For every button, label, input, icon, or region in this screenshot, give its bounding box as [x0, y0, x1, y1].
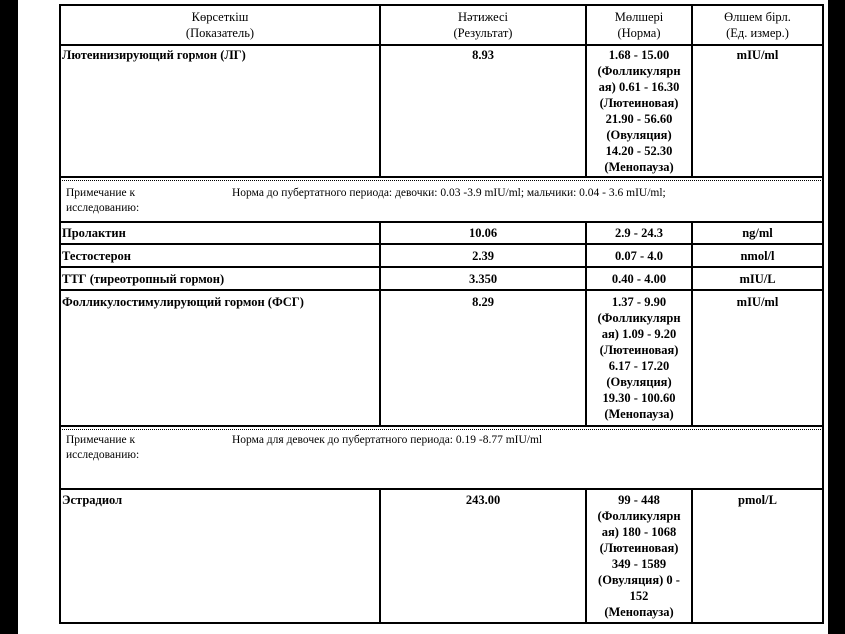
header-unit: Өлшем бірл. (Ед. измер.)	[724, 10, 791, 40]
row-unit-fsh: mIU/ml	[736, 295, 779, 309]
row-unit-testosterone: nmol/l	[740, 249, 775, 263]
row-border	[59, 243, 823, 245]
row-indicator-testosterone: Тестостерон	[62, 249, 131, 263]
header-bottom-border	[59, 44, 823, 46]
row-result-prolactin: 10.06	[468, 226, 498, 240]
lab-report-sheet	[18, 0, 828, 634]
note-border	[59, 429, 823, 430]
row-norm-estradiol: 99 - 448 (Фолликулярн ая) 180 - 1068 (Лютеиновая) 349 - 1589 (Овуляция) 0 - 152 (Менопауза)	[597, 493, 681, 619]
row-border	[59, 425, 823, 427]
note-border	[59, 180, 823, 181]
col-divider	[379, 488, 381, 624]
top-border	[59, 4, 823, 6]
col-divider	[691, 488, 693, 624]
row-result-fsh: 8.29	[472, 295, 494, 309]
header-norm: Мөлшері (Норма)	[614, 10, 664, 40]
row-norm-testosterone: 0.07 - 4.0	[615, 249, 663, 263]
bottom-border	[59, 622, 823, 624]
row-border	[59, 221, 823, 223]
row-norm-lh: 1.68 - 15.00 (Фолликулярн ая) 0.61 - 16.30 (Лютеиновая) 21.90 - 56.60 (Овуляция) 14.20 - 52.30 (Менопауза)	[597, 48, 681, 174]
row-border	[59, 266, 823, 268]
note-label: Примечание к исследованию:	[66, 434, 140, 461]
row-border	[59, 176, 823, 178]
row-unit-lh: mIU/ml	[736, 48, 779, 62]
row-unit-tsh: mIU/L	[739, 272, 776, 286]
row-norm-tsh: 0.40 - 4.00	[611, 272, 667, 286]
note-label: Примечание к исследованию:	[66, 187, 140, 214]
row-border	[59, 488, 823, 490]
header-indicator: Көрсеткіш (Показатель)	[185, 10, 255, 40]
row-unit-prolactin: ng/ml	[742, 226, 773, 240]
row-result-testosterone: 2.39	[472, 249, 494, 263]
row-indicator-tsh: ТТГ (тиреотропный гормон)	[62, 272, 225, 286]
row-unit-estradiol: pmol/L	[738, 493, 777, 507]
row-indicator-lh: Лютеинизирующий гормон (ЛГ)	[62, 48, 246, 62]
row-result-tsh: 3.350	[468, 272, 498, 286]
table-right-border	[822, 4, 824, 624]
note-text: Норма для девочек до пубертатного периода: 0.19 -8.77 mIU/ml	[232, 434, 543, 446]
row-norm-fsh: 1.37 - 9.90 (Фолликулярн ая) 1.09 - 9.20 (Лютеиновая) 6.17 - 17.20 (Овуляция) 19.30 - 100.60 (Менопауза)	[597, 295, 681, 421]
header-result: Нәтижесі (Результат)	[453, 10, 513, 40]
row-indicator-fsh: Фолликулостимулирующий гормон (ФСГ)	[62, 295, 304, 309]
table-left-border	[59, 4, 61, 624]
row-border	[59, 289, 823, 291]
row-result-estradiol: 243.00	[465, 493, 501, 507]
row-indicator-estradiol: Эстрадиол	[62, 493, 123, 507]
note-text: Норма до пубертатного периода: девочки: 0.03 -3.9 mIU/ml; мальчики: 0.04 - 3.6 mIU/ml;	[232, 187, 666, 199]
row-result-lh: 8.93	[472, 48, 494, 62]
row-norm-prolactin: 2.9 - 24.3	[615, 226, 663, 240]
row-indicator-prolactin: Пролактин	[62, 226, 126, 240]
